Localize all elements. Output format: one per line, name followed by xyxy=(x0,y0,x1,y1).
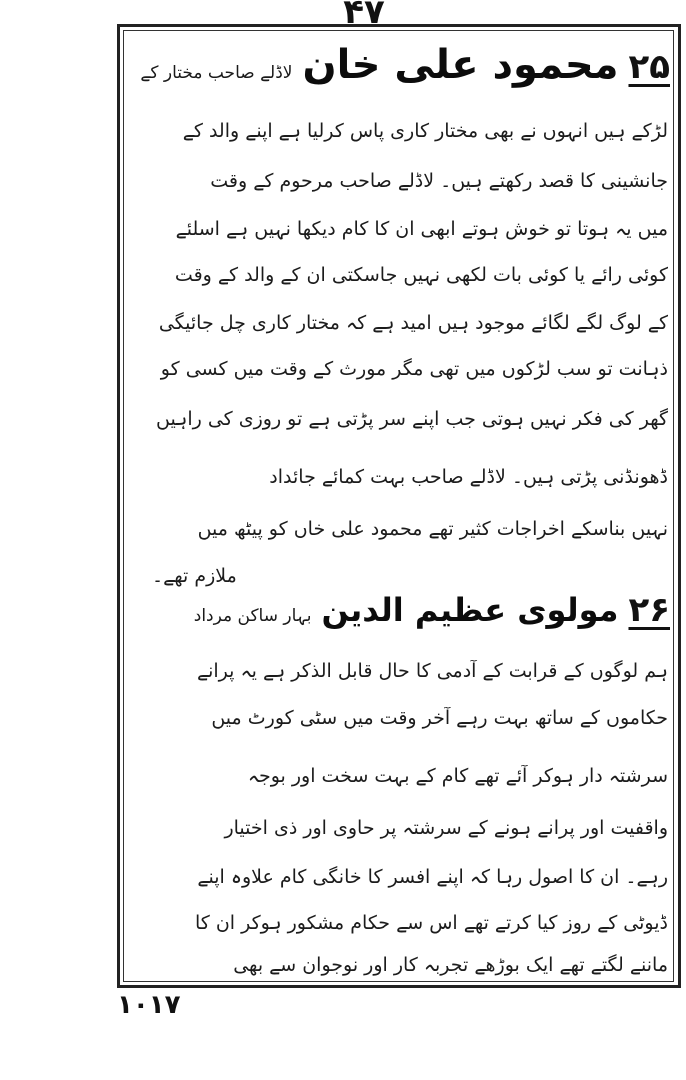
text-line: ڈھونڈنی پڑتی ہیں۔ لاڈلے صاحب بہت کمائے جائداد xyxy=(269,466,668,488)
entry-number: ۲۶ xyxy=(628,590,670,630)
text-line: جانشینی کا قصد رکھتے ہیں۔ لاڈلے صاحب مرحوم کے وقت xyxy=(210,170,668,192)
entry-subtitle: لاڈلے صاحب مختار کے xyxy=(140,63,293,83)
text-line: نہیں بناسکے اخراجات کثیر تھے محمود علی خاں کو پیٹھ میں xyxy=(197,518,668,540)
entry-name: محمود علی خان xyxy=(302,42,619,88)
text-line: گھر کی فکر نہیں ہوتی جب اپنے سر پڑتی ہے تو روزی کی راہیں xyxy=(156,408,668,430)
folio-number: ۱۰۱۷ xyxy=(117,990,181,1020)
text-line: حکاموں کے ساتھ بہت رہے آخر وقت میں سٹی کورٹ میں xyxy=(211,707,668,729)
entry-subtitle: بہار ساکن مرداد xyxy=(193,606,312,626)
entry-name: مولوی عظیم الدین xyxy=(321,591,619,629)
text-line: ڈیوٹی کے روز کیا کرتے تھے اس سے حکام مشکور ہوکر ان کا xyxy=(194,912,668,934)
text-line: ماننے لگتے تھے ایک بوڑھے تجربہ کار اور نوجوان سے بھی xyxy=(233,954,668,976)
text-line: میں یہ ہوتا تو خوش ہوتے ابھی ان کا کام دیکھا نہیں ہے اسلئے xyxy=(175,218,668,240)
entry-heading xyxy=(140,42,670,88)
text-line: لڑکے ہیں انہوں نے بھی مختار کاری پاس کرلیا ہے اپنے والد کے xyxy=(182,120,668,142)
text-line: واقفیت اور پرانے ہونے کے سرشتہ پر حاوی اور ذی اختیار xyxy=(224,817,668,839)
text-line: ذہانت تو سب لڑکوں میں تھی مگر مورث کے وقت میں کسی کو xyxy=(160,358,668,380)
text-line: ملازم تھے۔ xyxy=(152,565,237,587)
entry-number: ۲۵ xyxy=(628,47,670,87)
text-line: سرشتہ دار ہوکر آئے تھے کام کے بہت سخت اور بوجہ xyxy=(247,765,668,787)
text-line: کوئی رائے یا کوئی بات لکھی نہیں جاسکتی ان کے والد کے وقت xyxy=(174,264,668,286)
page-number: ۴۷ xyxy=(343,0,385,32)
text-line: کے لوگ لگے لگائے موجود ہیں امید ہے کہ مختار کاری چل جائیگی xyxy=(158,312,668,334)
text-line: ہم لوگوں کے قرابت کے آدمی کا حال قابل الذکر ہے یہ پرانے xyxy=(196,660,668,682)
text-line: رہے۔ ان کا اصول رہا کہ اپنے افسر کا خانگی کام علاوہ اپنے xyxy=(197,866,668,888)
entry-heading xyxy=(194,590,670,630)
